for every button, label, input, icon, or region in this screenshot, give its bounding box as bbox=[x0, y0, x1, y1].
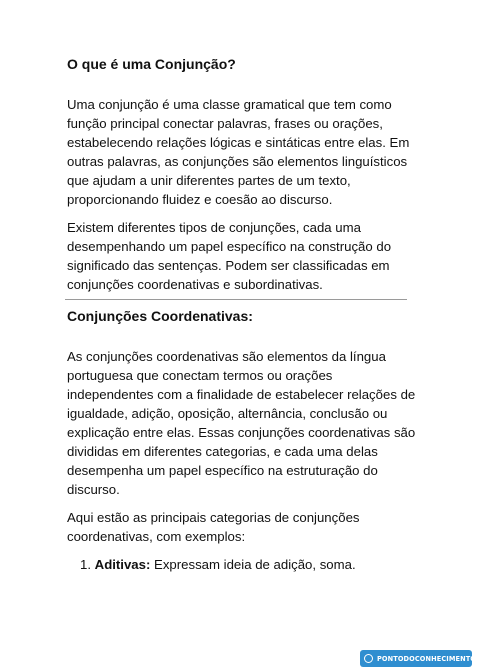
list-item bbox=[80, 557, 356, 572]
heading-what-is-conjunction: O que é uma Conjunção? bbox=[67, 56, 236, 72]
paragraph-line: Aqui estão as principais categorias de conjunções bbox=[67, 510, 360, 525]
list-text: Expressam ideia de adição, soma. bbox=[154, 557, 356, 572]
list-term: Aditivas: bbox=[94, 557, 151, 572]
paragraph-line: função principal conectar palavras, frases ou orações, bbox=[67, 116, 383, 131]
heading-coordinating-conjunctions: Conjunções Coordenativas: bbox=[67, 308, 253, 324]
paragraph-line: igualdade, adição, oposição, alternância, conclusão ou bbox=[67, 406, 388, 421]
paragraph-line: proporcionando fluidez e coesão ao discurso. bbox=[67, 192, 333, 207]
list-number: 1. bbox=[80, 557, 91, 572]
paragraph-line: Existem diferentes tipos de conjunções, cada uma bbox=[67, 220, 361, 235]
paragraph-line: independentes com a finalidade de estabelecer relações de bbox=[67, 387, 416, 402]
paragraph-line: As conjunções coordenativas são elementos da língua bbox=[67, 349, 386, 364]
paragraph-line: conjunções coordenativas e subordinativas. bbox=[67, 277, 323, 292]
paragraph-line: outras palavras, as conjunções são elementos linguísticos bbox=[67, 154, 408, 169]
watermark-text: PONTODOCONHECIMENTO.COM bbox=[377, 654, 496, 663]
paragraph-line: coordenativas, com exemplos: bbox=[67, 529, 246, 544]
paragraph-line: explicação entre elas. Essas conjunções coordenativas são bbox=[67, 425, 416, 440]
paragraph-line: desempenhando um papel específico na construção do bbox=[67, 239, 392, 254]
paragraph-line: desempenha um papel específico na estruturação do bbox=[67, 463, 378, 478]
paragraph-line: portuguesa que conectam termos ou orações bbox=[67, 368, 333, 383]
paragraph-line: que ajudam a unir diferentes partes de um texto, bbox=[67, 173, 351, 188]
paragraph-line: divididas em diferentes categorias, e cada uma delas bbox=[67, 444, 378, 459]
paragraph-line: Uma conjunção é uma classe gramatical que tem como bbox=[67, 97, 392, 112]
section-divider bbox=[65, 299, 407, 300]
site-watermark-badge[interactable] bbox=[360, 650, 496, 667]
paragraph-line: discurso. bbox=[67, 482, 120, 497]
paragraph-line: estabelecendo relações lógicas e sintáticas entre elas. Em bbox=[67, 135, 410, 150]
paragraph-line: significado das sentenças. Podem ser classificadas em bbox=[67, 258, 390, 273]
circle-logo-icon bbox=[364, 654, 373, 663]
